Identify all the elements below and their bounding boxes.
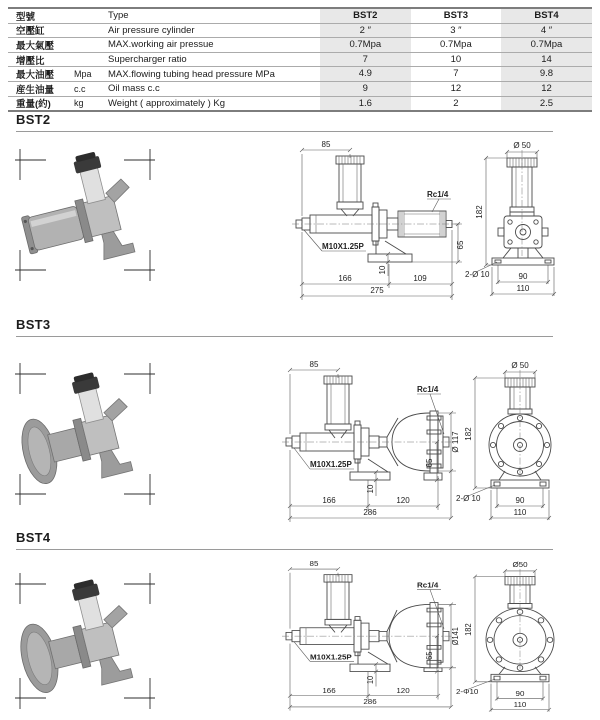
- cell-bst2: 7: [320, 53, 411, 67]
- section-rule: [16, 549, 553, 550]
- bst4-side-drawing: [280, 556, 462, 720]
- bst3-end-drawing: [455, 356, 597, 532]
- row-label-en: MAX.working air pressue: [108, 39, 214, 51]
- cell-bst4: 14: [501, 53, 592, 67]
- dim-label: 182: [463, 623, 474, 636]
- dim-label: 166: [338, 274, 352, 283]
- section-title-bst2: BST2: [16, 112, 51, 127]
- row-label-zh: 增壓比: [16, 55, 45, 67]
- row-label-en: Weight ( approximately ) Kg: [108, 97, 226, 109]
- dim-label: 120: [396, 686, 410, 695]
- section-title-bst4: BST4: [16, 530, 51, 545]
- bst2-side-drawing: [288, 136, 470, 306]
- dia-label: Ø 50: [511, 361, 529, 370]
- dim-label: 166: [322, 686, 336, 695]
- cell-bst3: 0.7Mpa: [440, 39, 472, 51]
- bst2-end-drawing: [464, 136, 597, 306]
- cell-bst4: 2.5: [501, 97, 592, 111]
- thread-label: M10X1.25P: [322, 242, 364, 251]
- dia-label: Ø50: [512, 560, 528, 570]
- cell-bst3: 3 ″: [450, 24, 462, 36]
- header-en: Type: [108, 10, 129, 22]
- dimensions: [456, 361, 551, 520]
- spec-table: [8, 7, 592, 112]
- holes-label: 2-Φ10: [456, 687, 479, 696]
- cell-bst2: 4.9: [320, 67, 411, 81]
- product-image: [12, 366, 142, 495]
- product-image: [12, 146, 145, 277]
- holes-label: 2-Ø 10: [456, 494, 481, 503]
- row-label-zh: 最大油壓: [16, 70, 55, 82]
- bst2-product-photo: [12, 146, 158, 284]
- dim-label: 109: [413, 274, 427, 283]
- cell-bst4: 0.7Mpa: [501, 38, 592, 52]
- dim-label: 110: [513, 700, 527, 709]
- dim-label: 110: [516, 284, 530, 293]
- header-model-bst2: BST2: [320, 9, 411, 23]
- cell-bst2: 1.6: [320, 97, 411, 111]
- table-row: [8, 53, 592, 68]
- product-image: [12, 573, 142, 702]
- table-row: [8, 82, 592, 97]
- dim-label: 10: [366, 484, 375, 494]
- table-row: [8, 38, 592, 53]
- cell-bst4: 12: [501, 82, 592, 96]
- bst4-end-drawing: [455, 556, 597, 720]
- thread-label: M10X1.25P: [310, 460, 352, 469]
- section-rule: [16, 131, 553, 132]
- cell-bst2: 9: [320, 82, 411, 96]
- header-zh: 型號: [16, 11, 36, 23]
- row-label-zh: 重量(約): [16, 99, 51, 111]
- row-label-en: Supercharger ratio: [108, 54, 187, 66]
- row-label-en: MAX.flowing tubing head pressure MPa: [108, 68, 275, 80]
- cell-bst2: 2 ″: [320, 24, 411, 38]
- dim-label: 65: [456, 240, 465, 250]
- dia-label: Ø 117: [451, 431, 460, 453]
- cell-bst3: 12: [450, 82, 462, 94]
- cell-bst3: 10: [450, 53, 462, 65]
- dim-label: 85: [309, 360, 319, 369]
- header-model-bst4: BST4: [501, 9, 592, 23]
- dim-label: 65: [424, 651, 435, 660]
- dim-label: 90: [518, 272, 528, 281]
- table-row: [8, 24, 592, 39]
- table-row: [8, 97, 592, 111]
- dimensions: [288, 360, 460, 522]
- dim-label: 182: [475, 205, 484, 219]
- dim-label: 65: [425, 458, 434, 468]
- row-label-zh: 空壓缸: [16, 26, 45, 38]
- section-title-bst3: BST3: [16, 317, 51, 332]
- cell-bst3: 7: [453, 68, 459, 80]
- row-unit: kg: [74, 98, 84, 109]
- bst3-side-drawing: [280, 356, 462, 532]
- dim-label: 110: [513, 508, 527, 517]
- row-label-en: Air pressure cylinder: [108, 24, 195, 36]
- dim-label: 85: [321, 140, 331, 149]
- thread-label: M10X1.25P: [310, 652, 352, 662]
- drawing-geometry: [492, 158, 554, 265]
- cell-bst2: 0.7Mpa: [320, 38, 411, 52]
- table-header-row: [8, 9, 592, 24]
- dim-label: 10: [365, 675, 376, 685]
- section-rule: [16, 336, 553, 337]
- bst4-product-photo: [12, 568, 158, 712]
- row-label-zh: 最大氣壓: [16, 40, 55, 52]
- table-row: [8, 67, 592, 82]
- row-unit: c.c: [74, 83, 86, 94]
- port-label: Rc1/4: [417, 580, 439, 590]
- dia-label: Ø 50: [513, 141, 531, 150]
- dim-label: 286: [363, 697, 377, 707]
- header-model-bst3: BST3: [443, 10, 469, 21]
- drawing-geometry: [296, 156, 452, 262]
- dimensions: [288, 560, 460, 711]
- dim-label: 10: [378, 265, 387, 275]
- dim-label: 120: [396, 496, 410, 505]
- port-label: Rc1/4: [427, 190, 449, 199]
- cell-bst4: 4 ″: [501, 24, 592, 38]
- dim-label: 275: [370, 286, 384, 295]
- cell-bst4: 9.8: [501, 67, 592, 81]
- bst3-product-photo: [12, 358, 158, 508]
- dim-label: 166: [322, 496, 336, 505]
- row-unit: Mpa: [74, 69, 92, 80]
- holes-label: 2-Ø 10: [465, 270, 490, 279]
- row-label-en: Oil mass c.c: [108, 83, 160, 95]
- dia-label: Ø141: [450, 627, 461, 646]
- dim-label: 90: [515, 496, 525, 505]
- dimensions: [456, 560, 551, 711]
- row-label-zh: 産生油量: [16, 84, 55, 96]
- dim-label: 85: [309, 559, 319, 569]
- port-label: Rc1/4: [417, 385, 439, 394]
- dim-label: 182: [464, 427, 473, 441]
- dim-label: 286: [363, 508, 377, 517]
- dim-label: 90: [515, 689, 525, 698]
- cell-bst3: 2: [453, 97, 459, 109]
